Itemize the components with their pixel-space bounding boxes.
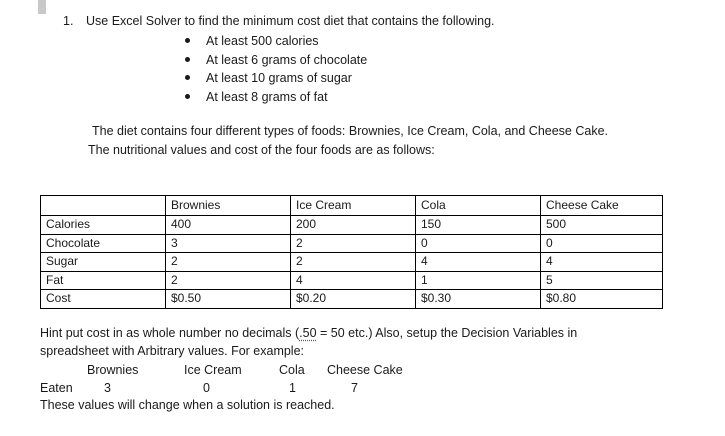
table-header-cell: Cheese Cake — [541, 196, 663, 216]
intro-line-2: The nutritional values and cost of the four foods are as follows: — [88, 143, 435, 157]
table-row — [41, 290, 663, 309]
table-cell: 400 — [166, 216, 291, 235]
table-cell: 500 — [541, 216, 663, 235]
table-header-cell: Ice Cream — [291, 196, 416, 216]
bullet-icon — [185, 94, 190, 99]
bullet-icon — [185, 57, 190, 62]
example-value-brownies: 3 — [104, 381, 111, 395]
table-cell: $0.50 — [166, 290, 291, 309]
table-cell: Calories — [41, 216, 166, 235]
example-value-cola: 1 — [289, 381, 296, 395]
table-cell: 4 — [291, 271, 416, 290]
table-cell: 0 — [416, 234, 541, 253]
example-header-cola: Cola — [279, 363, 305, 377]
table-header-cell: Cola — [416, 196, 541, 216]
table-cell: 3 — [166, 234, 291, 253]
example-header-cheese-cake: Cheese Cake — [327, 363, 403, 377]
example-value-cheese-cake: 7 — [351, 381, 358, 395]
table-header-cell: Brownies — [166, 196, 291, 216]
table-row — [41, 271, 663, 290]
intro-line-1: The diet contains four different types of foods: Brownies, Ice Cream, Cola, and Cheese Cake. — [92, 124, 609, 138]
hint-line-2: spreadsheet with Arbitrary values. For example: — [40, 344, 305, 358]
example-value-ice-cream: 0 — [203, 381, 210, 395]
example-header-brownies: Brownies — [87, 363, 139, 377]
table-cell: $0.80 — [541, 290, 663, 309]
table-cell: 2 — [166, 271, 291, 290]
example-header-ice-cream: Ice Cream — [184, 363, 242, 377]
spellcheck-underlined-text: .50 — [299, 326, 317, 340]
question-text: Use Excel Solver to find the minimum cost diet that contains the following. — [86, 14, 495, 28]
question-line — [63, 14, 495, 28]
table-header-cell — [41, 196, 166, 216]
table-cell: 1 — [416, 271, 541, 290]
table-cell: Fat — [41, 271, 166, 290]
table-cell: $0.20 — [291, 290, 416, 309]
requirements-list — [185, 32, 367, 106]
table-cell: Chocolate — [41, 234, 166, 253]
table-cell: 4 — [541, 253, 663, 272]
table-cell: 2 — [291, 234, 416, 253]
bullet-icon — [185, 38, 190, 43]
list-item: At least 6 grams of chocolate — [185, 51, 367, 70]
table-header-row — [41, 196, 663, 216]
hint-line-1: Hint put cost in as whole number no decimals (.50 = 50 etc.) Also, setup the Decision Variables in — [40, 326, 578, 340]
table-cell: 5 — [541, 271, 663, 290]
text-cursor-marker — [38, 0, 46, 14]
table-cell: 2 — [291, 253, 416, 272]
table-cell: 0 — [541, 234, 663, 253]
table-cell: $0.30 — [416, 290, 541, 309]
table-cell: 150 — [416, 216, 541, 235]
table-cell: 2 — [166, 253, 291, 272]
example-row-label: Eaten — [40, 381, 73, 395]
bullet-icon — [185, 75, 190, 80]
closing-note: These values will change when a solution is reached. — [40, 398, 335, 412]
question-number: 1. — [63, 14, 74, 28]
table-cell: Sugar — [41, 253, 166, 272]
list-item: At least 10 grams of sugar — [185, 69, 367, 88]
table-row — [41, 253, 663, 272]
table-row — [41, 234, 663, 253]
list-item: At least 500 calories — [185, 32, 367, 51]
table-cell: 4 — [416, 253, 541, 272]
nutrition-table — [40, 195, 663, 309]
table-cell: 200 — [291, 216, 416, 235]
table-cell: Cost — [41, 290, 166, 309]
list-item: At least 8 grams of fat — [185, 88, 367, 107]
table-row — [41, 216, 663, 235]
